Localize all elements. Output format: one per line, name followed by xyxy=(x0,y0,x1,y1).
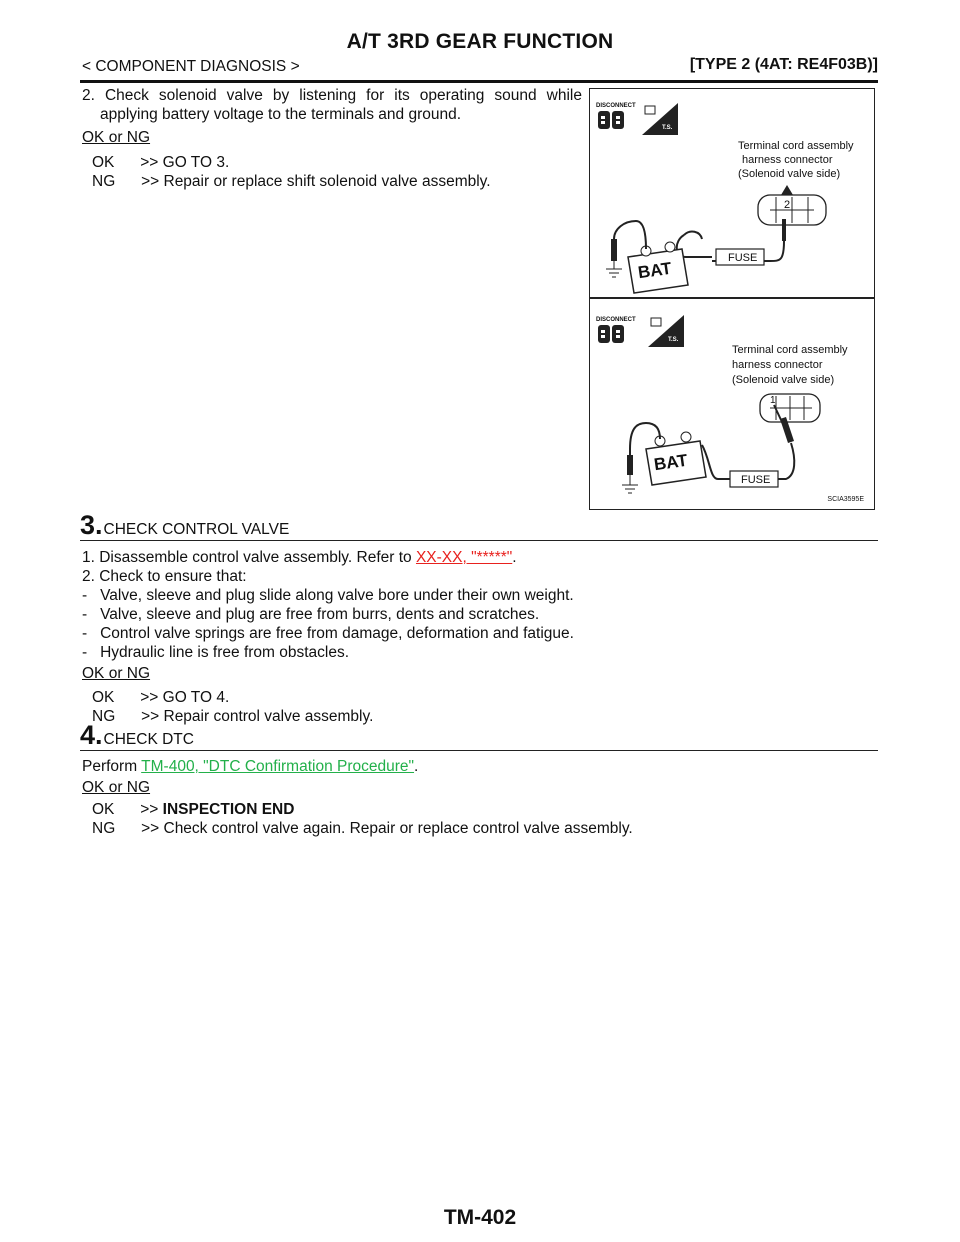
page-title: A/T 3RD GEAR FUNCTION xyxy=(346,30,614,53)
fuse-label-bottom: FUSE xyxy=(741,474,771,486)
step2-ok-result: OK >> GO TO 3. xyxy=(92,154,230,171)
step3-item: - Hydraulic line is free from obstacles. xyxy=(82,644,350,661)
step3-ok-result: OK >> GO TO 4. xyxy=(92,689,230,706)
inspection-end-label: INSPECTION END xyxy=(162,801,295,818)
section-label: < COMPONENT DIAGNOSIS > xyxy=(82,58,300,75)
step4-number: 4. xyxy=(80,720,103,750)
wiring-figure xyxy=(589,88,875,510)
type-label: [TYPE 2 (4AT: RE4F03B)] xyxy=(689,56,878,73)
step3-line1-suffix: . xyxy=(512,549,517,566)
step2-ok-ng-heading: OK or NG xyxy=(82,129,151,146)
step4-ok-ng-heading: OK or NG xyxy=(82,779,151,796)
bottom-label-line2: harness connector xyxy=(732,359,823,371)
bottom-wiring-diagram xyxy=(590,89,876,511)
step4-perform-text: Perform xyxy=(82,758,142,775)
ts-label-bottom: T.S. xyxy=(668,337,679,343)
step3-line2: 2. Check to ensure that: xyxy=(82,568,247,585)
step3-ok-ng-heading: OK or NG xyxy=(82,665,151,682)
step3-line1-text: 1. Disassemble control valve assembly. Refer to xyxy=(82,549,416,566)
top-label-line1: Terminal cord assembly xyxy=(738,140,854,152)
disconnect-label-bottom: DISCONNECT xyxy=(596,317,636,323)
step4-heading xyxy=(80,720,878,751)
header-rule xyxy=(80,80,878,83)
fuse-label-top: FUSE xyxy=(728,252,758,264)
step4-title: CHECK DTC xyxy=(103,731,194,748)
step3-item: - Valve, sleeve and plug are free from burrs, dents and scratches. xyxy=(82,606,540,623)
top-label-line3: (Solenoid valve side) xyxy=(738,168,841,180)
battery-label-top: BAT xyxy=(636,258,673,283)
step3-title: CHECK CONTROL VALVE xyxy=(103,521,290,538)
ts-label-top: T.S. xyxy=(662,125,673,131)
step4-perform-suffix: . xyxy=(414,758,419,775)
step2-instruction-line1: 2. Check solenoid valve by listening for its operating sound while xyxy=(82,87,582,104)
dtc-confirmation-link[interactable]: TM-400, "DTC Confirmation Procedure" xyxy=(141,758,415,775)
step3-item: - Valve, sleeve and plug slide along valve bore under their own weight. xyxy=(82,587,574,604)
step2-ng-result: NG >> Repair or replace shift solenoid valve assembly. xyxy=(92,173,491,190)
battery-label-bottom: BAT xyxy=(652,450,689,475)
step3-ng-result: NG >> Repair control valve assembly. xyxy=(92,708,374,725)
step3-line1 xyxy=(82,548,517,567)
bottom-label-line3: (Solenoid valve side) xyxy=(732,374,835,386)
control-valve-reference-link[interactable]: XX-XX, "*****" xyxy=(415,549,513,566)
top-terminal-number: 2 xyxy=(784,199,791,211)
disconnect-label-top: DISCONNECT xyxy=(596,103,636,109)
figure-code: SCIA3595E xyxy=(827,496,864,503)
step2-instruction-line2: applying battery voltage to the terminals and ground. xyxy=(100,106,462,123)
step4-ok-prefix: OK >> xyxy=(92,801,163,818)
bottom-label-line1: Terminal cord assembly xyxy=(732,344,848,356)
top-label-line2: harness connector xyxy=(742,154,833,166)
step4-ng-result: NG >> Check control valve again. Repair or replace control valve assembly. xyxy=(92,820,633,837)
step4-perform-line xyxy=(82,757,418,776)
step3-item: - Control valve springs are free from damage, deformation and fatigue. xyxy=(82,625,574,642)
step4-ok-result xyxy=(92,800,294,819)
bottom-terminal-number: 1 xyxy=(770,395,776,406)
page-number: TM-402 xyxy=(443,1206,517,1229)
step3-heading xyxy=(80,510,878,541)
step3-number: 3. xyxy=(80,510,103,540)
